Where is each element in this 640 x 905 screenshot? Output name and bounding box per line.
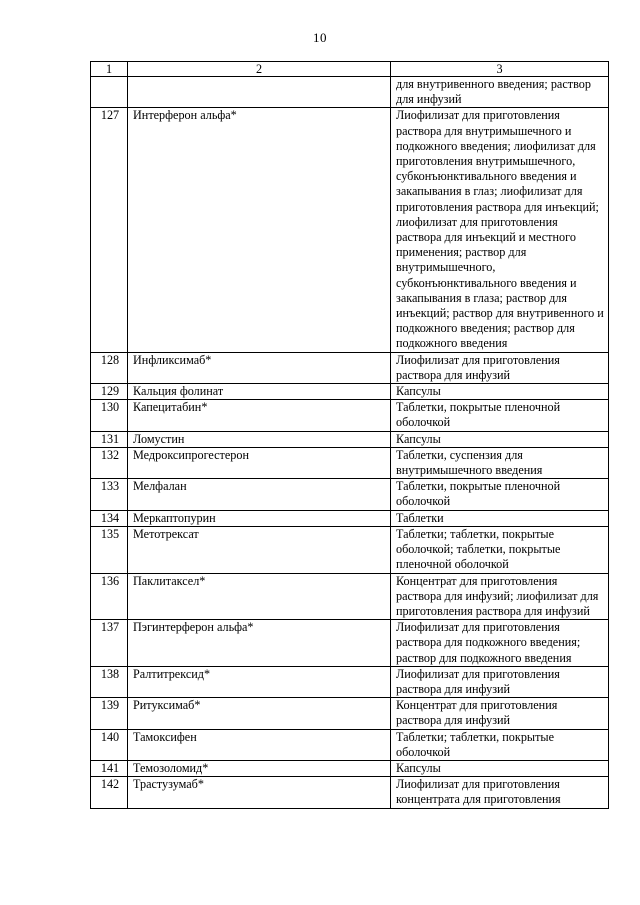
dosage-form-cell: Таблетки, суспензия для внутримышечного введения: [391, 447, 609, 478]
drug-name-cell: Интерферон альфа*: [128, 108, 391, 352]
table-row: [91, 666, 609, 697]
row-number-cell: 128: [91, 352, 128, 383]
dosage-form-cell: Капсулы: [391, 384, 609, 400]
table-row: [91, 760, 609, 776]
row-number-cell: 130: [91, 400, 128, 431]
table-row: [91, 431, 609, 447]
dosage-form-cell: Таблетки; таблетки, покрытые оболочкой; таблетки, покрытые пленочной оболочкой: [391, 526, 609, 573]
drug-name-cell: Темозоломид*: [128, 760, 391, 776]
drug-name-cell: Инфликсимаб*: [128, 352, 391, 383]
drug-name-cell: Метотрексат: [128, 526, 391, 573]
drug-name-cell: Мелфалан: [128, 479, 391, 510]
dosage-form-cell: Капсулы: [391, 760, 609, 776]
drug-name-cell: Пэгинтерферон альфа*: [128, 620, 391, 667]
drug-name-cell: Ломустин: [128, 431, 391, 447]
dosage-form-cell: Таблетки, покрытые пленочной оболочкой: [391, 400, 609, 431]
drug-name-cell: Ралтитрексид*: [128, 666, 391, 697]
row-number-cell: 132: [91, 447, 128, 478]
drug-name-cell: Медроксипрогестерон: [128, 447, 391, 478]
dosage-form-cell: Лиофилизат для приготовления раствора для инфузий: [391, 352, 609, 383]
table-row: [91, 729, 609, 760]
drug-name-cell: [128, 77, 391, 108]
drug-name-cell: Паклитаксел*: [128, 573, 391, 620]
row-number-cell: 137: [91, 620, 128, 667]
column-header-number: 1: [91, 62, 128, 77]
row-number-cell: 129: [91, 384, 128, 400]
table-body: [91, 77, 609, 809]
table-row: [91, 777, 609, 808]
table-row: [91, 352, 609, 383]
table-row: [91, 526, 609, 573]
drug-name-cell: Кальция фолинат: [128, 384, 391, 400]
row-number-cell: 131: [91, 431, 128, 447]
table-row: [91, 447, 609, 478]
row-number-cell: 141: [91, 760, 128, 776]
row-number-cell: 134: [91, 510, 128, 526]
dosage-form-cell: Концентрат для приготовления раствора для инфузий; лиофилизат для приготовления раствора для инфузий: [391, 573, 609, 620]
dosage-form-cell: Лиофилизат для приготовления раствора для подкожного введения; раствор для подкожного введения: [391, 620, 609, 667]
dosage-form-cell: Таблетки: [391, 510, 609, 526]
row-number-cell: 135: [91, 526, 128, 573]
dosage-form-cell: Лиофилизат для приготовления раствора для внутримышечного и подкожного введения; лиофилизат для приготовления внутримышечного, субконъюнктивального введения и закапывания в глаз; лиофилизат для приготовления раствора для инъекций; лиофилизат для приготовления раствора для инъекций и местного применения; раствор для внутримышечного, субконъюнктивального введения и закапывания в глаза; раствор для инъекций; раствор для внутривенного и подкожного введения; раствор для подкожного введения: [391, 108, 609, 352]
dosage-form-cell: Концентрат для приготовления раствора для инфузий: [391, 698, 609, 729]
row-number-cell: [91, 77, 128, 108]
table-row: [91, 400, 609, 431]
row-number-cell: 138: [91, 666, 128, 697]
row-number-cell: 140: [91, 729, 128, 760]
page-number: 10: [313, 30, 327, 45]
table-row: [91, 77, 609, 108]
table-row: [91, 384, 609, 400]
table-row: [91, 510, 609, 526]
table-row: [91, 479, 609, 510]
drug-name-cell: Трастузумаб*: [128, 777, 391, 808]
table-row: [91, 108, 609, 352]
dosage-form-cell: Лиофилизат для приготовления раствора для инфузий: [391, 666, 609, 697]
drug-name-cell: Меркаптопурин: [128, 510, 391, 526]
dosage-form-cell: Таблетки, покрытые пленочной оболочкой: [391, 479, 609, 510]
row-number-cell: 127: [91, 108, 128, 352]
table-row: [91, 620, 609, 667]
row-number-cell: 136: [91, 573, 128, 620]
row-number-cell: 142: [91, 777, 128, 808]
row-number-cell: 139: [91, 698, 128, 729]
column-header-form: 3: [391, 62, 609, 77]
row-number-cell: 133: [91, 479, 128, 510]
dosage-form-cell: Таблетки; таблетки, покрытые оболочкой: [391, 729, 609, 760]
dosage-form-cell: для внутривенного введения; раствор для инфузий: [391, 77, 609, 108]
table-row: [91, 698, 609, 729]
drug-table: [90, 61, 609, 809]
dosage-form-cell: Лиофилизат для приготовления концентрата для приготовления: [391, 777, 609, 808]
column-header-name: 2: [128, 62, 391, 77]
dosage-form-cell: Капсулы: [391, 431, 609, 447]
table-row: [91, 573, 609, 620]
header-row: [91, 62, 609, 77]
drug-name-cell: Тамоксифен: [128, 729, 391, 760]
drug-name-cell: Ритуксимаб*: [128, 698, 391, 729]
drug-name-cell: Капецитабин*: [128, 400, 391, 431]
